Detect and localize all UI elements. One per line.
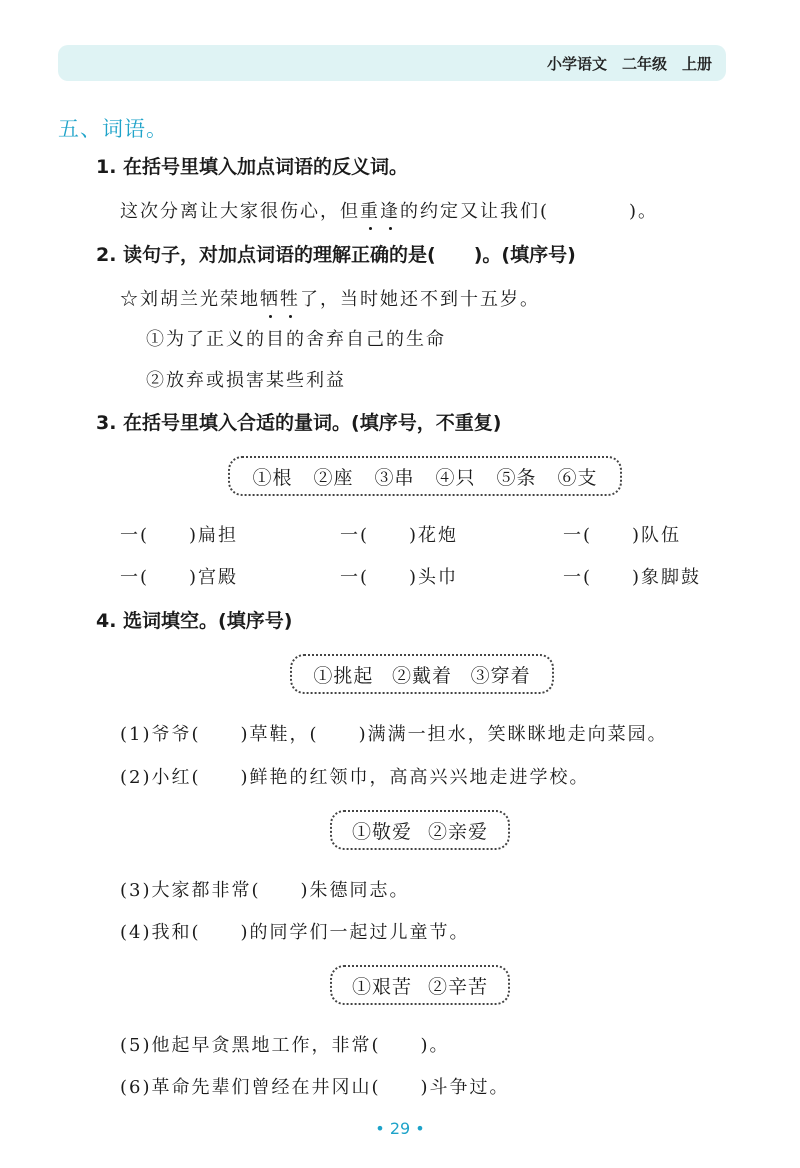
q1-sentence: 这次分离让大家很伤心，但重逢的约定又让我们( )。	[120, 201, 659, 222]
q3-item[interactable]: 一( )宫殿	[120, 567, 239, 588]
word-option: ①根	[252, 466, 293, 489]
q2-option-2: ②放弃或损害某些利益	[146, 370, 346, 391]
header-band	[58, 45, 726, 81]
section-title: 五、词语。	[58, 117, 168, 141]
word-option: ①敬爱	[351, 820, 412, 843]
q4-sentence-2[interactable]: (2)小红( )鲜艳的红领巾，高高兴兴地走进学校。	[120, 767, 590, 788]
word-option: ②辛苦	[427, 975, 488, 998]
book-label: 小学语文 二年级 上册	[546, 55, 712, 73]
word-option: ⑥支	[557, 466, 598, 489]
q3-item[interactable]: 一( )扁担	[120, 525, 239, 546]
q3-item[interactable]: 一( )队伍	[563, 525, 682, 546]
q4-sentence-3[interactable]: (3)大家都非常( )朱德同志。	[120, 880, 410, 901]
word-option: ④只	[435, 466, 476, 489]
word-option: ①艰苦	[351, 975, 412, 998]
q2-title: 2. 读句子，对加点词语的理解正确的是( )。(填序号)	[96, 244, 576, 266]
q4-sentence-5[interactable]: (5)他起早贪黑地工作，非常( )。	[120, 1035, 450, 1056]
q3-word-box	[228, 456, 622, 496]
q3-title: 3. 在括号里填入合适的量词。(填序号，不重复)	[96, 412, 502, 434]
q2-option-1: ①为了正义的目的舍弃自己的生命	[146, 329, 446, 350]
word-option: ⑤条	[496, 466, 537, 489]
word-option: ②戴着	[391, 664, 452, 687]
page-number: • 29 •	[375, 1119, 425, 1138]
q3-item[interactable]: 一( )头巾	[340, 567, 459, 588]
q4-sentence-4[interactable]: (4)我和( )的同学们一起过儿童节。	[120, 922, 470, 943]
q4-sentence-6[interactable]: (6)革命先辈们曾经在井冈山( )斗争过。	[120, 1077, 510, 1098]
word-option: ①挑起	[313, 664, 374, 687]
q3-item[interactable]: 一( )花炮	[340, 525, 459, 546]
word-option: ③穿着	[470, 664, 531, 687]
word-option: ②座	[313, 466, 354, 489]
q4-word-box-1	[290, 654, 554, 694]
q2-sentence: ☆刘胡兰光荣地牺牲了，当时她还不到十五岁。	[120, 289, 540, 310]
q4-word-box-2	[330, 810, 510, 850]
q4-word-box-3	[330, 965, 510, 1005]
word-option: ②亲爱	[427, 820, 488, 843]
q4-title: 4. 选词填空。(填序号)	[96, 610, 293, 632]
q3-item[interactable]: 一( )象脚鼓	[563, 567, 702, 588]
word-option: ③串	[374, 466, 415, 489]
q1-title: 1. 在括号里填入加点词语的反义词。	[96, 156, 409, 178]
q4-sentence-1[interactable]: (1)爷爷( )草鞋，( )满满一担水，笑眯眯地走向菜园。	[120, 724, 668, 745]
